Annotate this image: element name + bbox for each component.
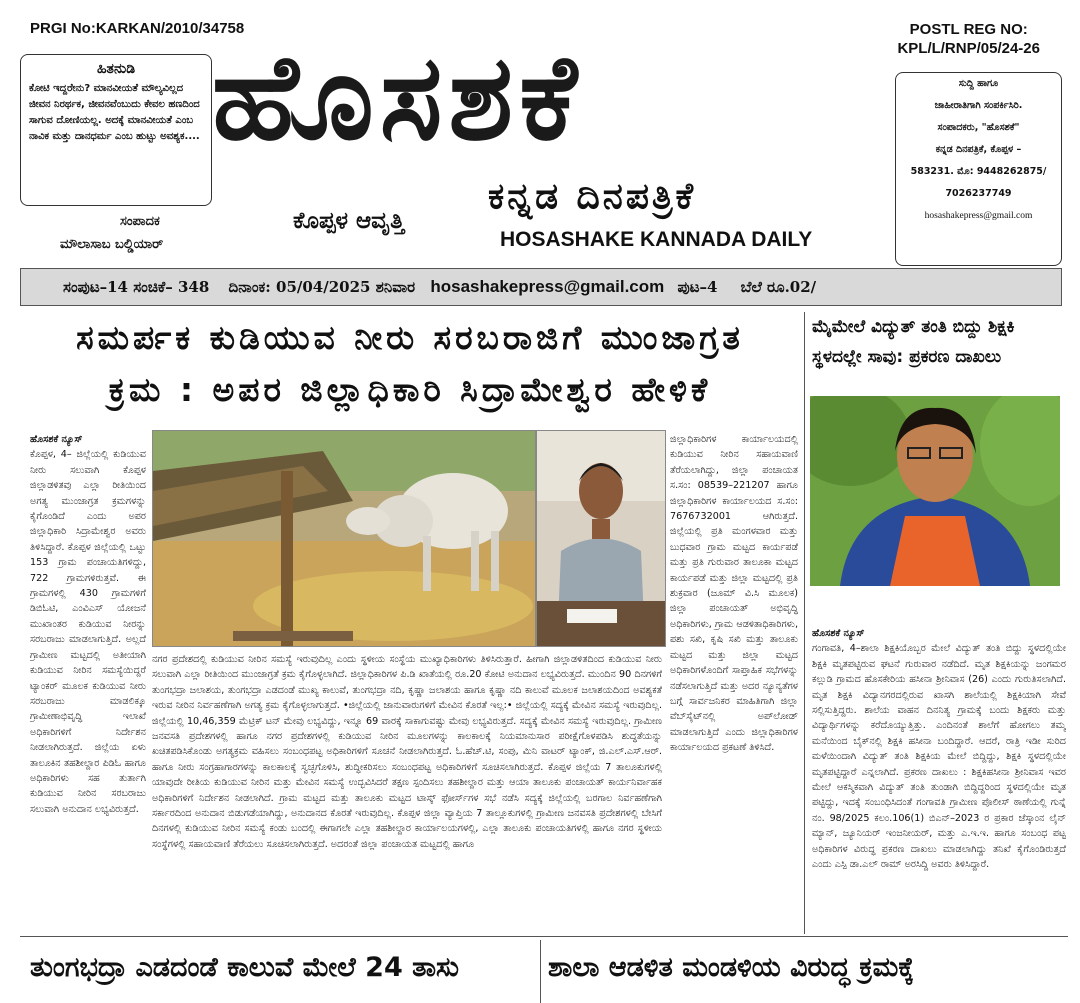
contact-line: 583231. ಮೊ: 9448262875/ [910, 166, 1047, 177]
contact-line: ಕನ್ನಡ ದಿನಪತ್ರಿಕೆ, ಕೊಪ್ಪಳ – [935, 144, 1022, 155]
subtitle-kannada: ಕನ್ನಡ ದಿನಪತ್ರಿಕೆ [488, 176, 697, 217]
cattle-fodder-photo [152, 430, 536, 647]
info-bar [20, 268, 1062, 306]
postal-reg-label: POSTL REG NO: [909, 21, 1028, 38]
hitanudi-title: ಹಿತನುಡಿ [96, 61, 136, 77]
bottom-headline-left: ತುಂಗಭದ್ರಾ ಎಡದಂಡೆ ಕಾಲುವೆ ಮೇಲೆ 24 ತಾಸು [30, 952, 459, 983]
editor-label: ಸಂಪಾದಕ [120, 214, 160, 229]
side-byline: ಹೊಸಶಕೆ ನ್ಯೂಸ್ [812, 628, 865, 639]
teacher-image [810, 396, 1060, 586]
official-portrait-photo [536, 430, 666, 647]
price: ಬೆಲೆ ರೂ.02/ [740, 278, 817, 296]
volume-issue: ಸಂಪುಟ–14 ಸಂಚಿಕೆ– 348 [63, 278, 210, 296]
main-byline: ಹೊಸಶಕೆ ನ್ಯೂಸ್ [30, 434, 83, 445]
page-number: ಪುಟ–4 [677, 278, 718, 296]
bottom-column-divider [540, 940, 541, 1003]
postal-reg-number: KPL/L/RNP/05/24-26 [897, 40, 1040, 57]
masthead-logo: ಹೊಸಶಕೆ [212, 28, 583, 166]
prgi-number: PRGI No:KARKAN/2010/34758 [30, 20, 245, 37]
hitanudi-box [20, 54, 212, 206]
contact-box [895, 72, 1062, 266]
contact-line: ಜಾಹೀರಾತಿಗಾಗಿ ಸಂಪರ್ಕಿಸಿರಿ. [934, 100, 1023, 111]
main-headline [20, 312, 800, 416]
postal-reg [897, 20, 1040, 58]
contact-line: ಸಂಪಾದಕರು, "ಹೊಸಶಕೆ" [937, 122, 1020, 133]
contact-email: hosashakepress@gmail.com [924, 211, 1033, 221]
side-headline: ಮೈಮೇಲೆ ವಿದ್ಯುತ್ ತಂತಿ ಬಿದ್ದು ಶಿಕ್ಷಕಿ ಸ್ಥಳದಲ್ಲೇ ಸಾವು: ಪ್ರಕರಣ ದಾಖಲು [812, 317, 1015, 367]
side-article [812, 626, 1066, 934]
main-headline-line2: ಕ್ರಮ : ಅಪರ ಜಿಲ್ಲಾಧಿಕಾರಿ ಸಿದ್ರಾಮೇಶ್ವರ ಹೇಳಿಕೆ [108, 370, 712, 409]
main-article-col1 [30, 432, 146, 932]
infobar-email: hosashakepress@gmail.com [430, 277, 665, 296]
official-portrait-image [537, 431, 665, 646]
cattle-fodder-image [153, 431, 535, 646]
main-col1-text: ಕೊಪ್ಪಳ, 4– ಜಿಲ್ಲೆಯಲ್ಲಿ ಕುಡಿಯುವ ನೀರು ಸಲುವಾಗಿ ಕೊಪ್ಪಳ ಜಿಲ್ಲಾಡಳಿತವು ಎಲ್ಲಾ ರೀತಿಯಿಂದ ಅಗತ್ಯ ಮುಂಜಾಗ್ರತ ಕ್ರಮಗಳನ್ನು ಕೈಗೊಂಡಿದೆ ಎಂದು ಅಪರ ಜಿಲ್ಲಾಧಿಕಾರಿ ಸಿದ್ರಾಮೇಶ್ವರ ಅವರು ತಿಳಿಸಿದ್ದಾರೆ. ಕೊಪ್ಪಳ ಜಿಲ್ಲೆಯಲ್ಲಿ ಒಟ್ಟು 153 ಗ್ರಾಮ ಪಂಚಾಯತಿಗಳಿದ್ದು, 722 ಗ್ರಾಮಗಳಿರುತ್ತವೆ. ಈ ಗ್ರಾಮಗಳಲ್ಲಿ 430 ಗ್ರಾಮಗಳಿಗೆ ಡಿಬಿಓಟಿ, ಎಂವಿಎಸ್ ಯೋಜನೆ ಮುಖಾಂತರ ಕುಡಿಯುವ ನೀರನ್ನು ಸರಬರಾಜು ಮಾಡಲಾಗುತ್ತಿದೆ. ಅಲ್ಲದೆ ಗ್ರಾಮೀಣ ಮಟ್ಟದಲ್ಲಿ ಅತೀಯಾಗಿ ಕುಡಿಯುವ ನೀರಿನ ಸಮಸ್ಯೆಯಿದ್ದರೆ ಟ್ಯಾಂಕರ್ ಮೂಲಕ ಕುಡಿಯುವ ನೀರು ಸರಬರಾಜು ಮಾಡಲಿಕ್ಕೂ ಗ್ರಾಮೀಣಾಭಿವೃದ್ಧಿ ಇಲಾಖೆ ಅಧಿಕಾರಿಗಳಿಗೆ ನಿರ್ದೇಶನ ನೀಡಲಾಗಿರುತ್ತದೆ. ಜಿಲ್ಲೆಯ ಏಳು ತಾಲೂಕಿನ ತಹಶೀಲ್ದಾರ ಪಿಡಿಓ ಹಾಗೂ ಅಧಿಕಾರಿಗಳು ಸಹ ತುರ್ತಾಗಿ ಕುಡಿಯುವ ನೀರಿನ ಸರಬರಾಜು ಸಲುವಾಗಿ ಅನುದಾನ ಲಭ್ಯವಿರುತ್ತದೆ. [30, 449, 146, 815]
issue-date: ದಿನಾಂಕ: 05/04/2025 ಶನಿವಾರ [228, 278, 416, 296]
hitanudi-body: ಕೋಟಿ ಇದ್ದರೇನು? ಮಾನವೀಯತೆ ಮೌಲ್ಯವಿಲ್ಲದ ಜೀವನ ನಿರರ್ಥಕ, ಜೀವನವೆಂಬುದು ಕೇವಲ ಹಣದಿಂದ ಸಾಗುವ ದೋಣಿಯಲ್ಲ. ಅದಕ್ಕೆ ಮಾನವೀಯತೆ ಎಂಬ ನಾವಿಕ ಮತ್ತು ದಾನಧರ್ಮ ಎಂಬ ಹುಟ್ಟು ಅವಶ್ಯಕ.... [29, 83, 200, 142]
editor-block [30, 214, 250, 260]
teacher-photo [810, 396, 1060, 586]
main-article-col3: ಜಿಲ್ಲಾಧಿಕಾರಿಗಳ ಕಾರ್ಯಾಲಯದಲ್ಲಿ ಕುಡಿಯುವ ನೀರಿನ ಸಹಾಯವಾಣಿ ತೆರೆಯಲಾಗಿದ್ದು, ಜಿಲ್ಲಾ ಪಂಚಾಯತ ಸ.ಸಂ: 08539–221207 ಹಾಗೂ ಜಿಲ್ಲಾಧಿಕಾರಿಗಳ ಕಾರ್ಯಾಲಯದ ಸ.ಸಂ: 7676732001 ಆಗಿರುತ್ತದೆ. ಜಿಲ್ಲೆಯಲ್ಲಿ ಪ್ರತಿ ಮಂಗಳವಾರ ಮತ್ತು ಬುಧವಾರ ಗ್ರಾಮ ಮಟ್ಟದ ಕಾರ್ಯಪಡೆ ಮತ್ತು ಪ್ರತಿ ಗುರುವಾರ ತಾಲೂಕಾ ಮಟ್ಟದ ಕಾರ್ಯಪಡೆ ಮತ್ತು ಜಿಲ್ಲಾ ಮಟ್ಟದಲ್ಲಿ ಪ್ರತಿ ಶುಕ್ರವಾರ (ಜೂಮ್ ವಿ.ಸಿ ಮೂಲಕ) ಜಿಲ್ಲಾ ಪಂಚಾಯತ್ ಅಭಿವೃದ್ಧಿ ಅಧಿಕಾರಿಗಳು, ಗ್ರಾಮ ಆಡಳಿತಾಧಿಕಾರಿಗಳು, ಪಶು ಸಖಿ, ಕೃಷಿ ಸಖಿ ಮತ್ತು ತಾಲೂಕು ಮಟ್ಟದ ಮತ್ತು ಜಿಲ್ಲಾ ಮಟ್ಟದ ಅಧಿಕಾರಿಗಳೊಂದಿಗೆ ಸಾಪ್ತಾಹಿಕ ಸಭೆಗಳನ್ನು ನಡೆಸಲಾಗುತ್ತಿದೆ ಮತ್ತು ಅದರ ನ್ಯೂನ್ಯತೆಗಳ ಬಗ್ಗೆ ಸಾರ್ವಜನಿಕರ ಮಾಹಿತಿಗಾಗಿ ಜಿಲ್ಲಾ ವೆಬ್‌ಸೈಟ್‌ನಲ್ಲಿ ಅಪ್‌ಲೋಡ್ ಮಾಡಲಾಗುತ್ತಿದೆ ಎಂದು ಜಿಲ್ಲಾಧಿಕಾರಿಗಳ ಕಾರ್ಯಾಲಯದ ಪ್ರಕಟಣೆ ತಿಳಿಸಿದೆ. [670, 434, 798, 754]
column-divider [804, 312, 805, 934]
main-headline-line1: ಸಮರ್ಪಕ ಕುಡಿಯುವ ನೀರು ಸರಬರಾಜಿಗೆ ಮುಂಜಾಗ್ರತ [76, 318, 744, 357]
bottom-divider [20, 936, 1068, 937]
contact-line: 7026237749 [945, 188, 1012, 199]
editor-name: ಮೌಲಾಸಾಬ ಬಲ್ಡಿಯಾರ್ [60, 237, 164, 252]
edition-label: ಕೊಪ್ಪಳ ಆವೃತ್ತಿ [293, 208, 405, 234]
main-article-center: ನಗರ ಪ್ರದೇಶದಲ್ಲಿ ಕುಡಿಯುವ ನೀರಿನ ಸಮಸ್ಯೆ ಇರುವುದಿಲ್ಲ ಎಂದು ಸ್ಥಳೀಯ ಸಂಸ್ಥೆಯ ಮುಖ್ಯಾಧಿಕಾರಿಗಳು ತಿಳಿಸಿರುತ್ತಾರೆ. ಹೀಗಾಗಿ ಜಿಲ್ಲಾಡಳಿತದಿಂದ ಕುಡಿಯುವ ನೀರು ಸಲುವಾಗಿ ಎಲ್ಲಾ ರೀತಿಯಿಂದ ಮುಂಜಾಗ್ರತೆ ಕ್ರಮ ಕೈಗೊಳ್ಳಲಾಗಿದೆ. ಜಿಲ್ಲಾಧಿಕಾರಿಗಳ ಪಿ.ಡಿ ಖಾತೆಯಲ್ಲಿ ರೂ.20 ಕೋಟಿ ಅನುದಾನ ಲಭ್ಯವಿರುತ್ತದೆ. ಮುಂದಿನ 90 ದಿನಗಳಿಗೆ ತುಂಗಭದ್ರಾ ಜಲಾಶಯ, ತುಂಗಭದ್ರಾ ಎಡದಂಡೆ ಮುಖ್ಯ ಕಾಲುವೆ, ತುಂಗಭದ್ರಾ ನದಿ, ಕೃಷ್ಣಾ ಜಲಾಶಯ ಹಾಗೂ ಕೃಷ್ಣಾ ನದಿ ಕಾಲುವೆ ಮೂಲಕ ಜಲಾಶಯದಿಂದ ಅವಶ್ಯಕತೆ ಇರುವ ನೀರಿನ ನಿರ್ವಹಣೆಗಾಗಿ ಅಗತ್ಯ ಕ್ರಮ ಕೈಗೊಳ್ಳಲಾಗುತ್ತದೆ. •ಜಿಲ್ಲೆಯಲ್ಲಿ ಜಾನುವಾರುಗಳಿಗೆ ಮೇವಿನ ಕೊರತೆ ಇಲ್ಲ:• ಜಿಲ್ಲೆಯಲ್ಲಿ ಸದ್ಯಕ್ಕೆ ಮೇವಿನ ಸಮಸ್ಯೆ ಇರುವುದಿಲ್ಲ. ಜಿಲ್ಲೆಯಲ್ಲಿ 10,46,359 ಮೆಟ್ರಿಕ್ ಟನ್ ಮೇವು ಲಭ್ಯವಿದ್ದು, ಇನ್ನೂ 69 ವಾರಕ್ಕೆ ಸಾಕಾಗುವಷ್ಟು ಮೇವು ಲಭ್ಯವಿರುತ್ತದೆ. ಸದ್ಯಕ್ಕೆ ಮೇವಿನ ಸಮಸ್ಯೆ ಇರುವುದಿಲ್ಲ. ಗ್ರಾಮೀಣ ಜನವಸತಿ ಪ್ರದೇಶಗಳಲ್ಲಿ ಹಾಗೂ ನಗರ ಪ್ರದೇಶಗಳಲ್ಲಿ ಕುಡಿಯುವ ನೀರಿನ ಮೂಲಗಳನ್ನು ಕಾಲಕಾಲಕ್ಕೆ ನಿಯಮಾನುಸಾರ ಪರೀಕ್ಷೆಗೊಳಪಡಿಸಿ ಶುದ್ಧತೆಯನ್ನು ಖಚಿತಪಡಿಸಿಕೊಂಡು ಅಗತ್ಯಕ್ರಮ ವಹಿಸಲು ಸಂಬಂಧಪಟ್ಟ ಅಧಿಕಾರಿಗಳಿಗೆ ಸೂಚನೆ ನೀಡಲಾಗಿರುತ್ತದೆ. ಓ.ಹೆಚ್.ಟಿ, ಸಂಪು, ಮಿನಿ ವಾಟರ್ ಟ್ಯಾಂಕ್, ಜಿ.ಎಲ್.ಎಸ್.ಆರ್. ಹಾಗೂ ನೀರು ಸಂಗ್ರಹಾಗಾರಗಳನ್ನು ಕಾಲಕಾಲಕ್ಕೆ ಸ್ವಚ್ಛಗೊಳಿಸಿ, ಶುದ್ಧೀಕರಿಸಲು ಸಂಬಂಧಪಟ್ಟ ಅಧಿಕಾರಿಗಳಿಗೆ ಸೂಚಿಸಲಾಗಿರುತ್ತದೆ. ಕೊಪ್ಪಳ ಜಿಲ್ಲೆಯ 7 ತಾಲೂಕುಗಳಲ್ಲಿ ಯಾವುದೇ ರೀತಿಯ ಕುಡಿಯುವ ನೀರಿನ ಮತ್ತು ಮೇವಿನ ಸಮಸ್ಯೆ ಉದ್ಭವಿಸಿದರೆ ತಕ್ಷಣ ಸ್ಪಂದಿಸಲು ತಹಶೀಲ್ದಾರ ಮತ್ತು ಆಯಾ ತಾಲೂಕು ಪಂಚಾಯತ್ ಕಾರ್ಯನಿರ್ವಾಹಕ ಅಧಿಕಾರಿಗಳಿಗೆ ನಿರ್ದೇಶನ ನೀಡಲಾಗಿದೆ. ಗ್ರಾಮ ಮಟ್ಟದ ಮತ್ತು ತಾಲೂಕು ಮಟ್ಟದ ಟಾಸ್ಕ್ ಫೋರ್ಸ್‌ಗಳ ಸಭೆ ನಡೆಸಿ ಸದ್ಯಕ್ಕೆ ಜಿಲ್ಲೆಯಲ್ಲಿ ಬರಗಾಲ ನಿರ್ವಹಣೆಗಾಗಿ ಸರ್ಕಾರದಿಂದ ಅನುದಾನ ಬಿಡುಗಡೆಯಾಗಿದ್ದು, ಅನುದಾನದ ಕೊರತೆ ಇರುವುದಿಲ್ಲ. ಕೊಪ್ಪಳ ಜಿಲ್ಲಾ ವ್ಯಾಪ್ತಿಯ 7 ತಾಲ್ಲೂಕುಗಳಲ್ಲಿ ಗ್ರಾಮೀಣ ಜನವಸತಿ ಪ್ರದೇಶಗಳಲ್ಲಿ ಬೇಸಿಗೆ ದಿನಗಳಲ್ಲಿ ಕುಡಿಯುವ ನೀರಿನ ಸಮಸ್ಯೆ ಕಂಡು ಬಂದಲ್ಲಿ ಈಗಾಗಲೇ ಎಲ್ಲಾ ತಹಶೀಲ್ದಾರ ಕಾರ್ಯಾಲಯಗಳಲ್ಲಿ, ಎಲ್ಲಾ ತಾಲೂಕು ಪಂಚಾಯತಿಗಳಲ್ಲಿ ಹಾಗೂ ನಗರ ಸ್ಥಳೀಯ ಸಂಸ್ಥೆಗಳಲ್ಲಿ ಸಹಾಯವಾಣಿ ತೆರೆಯಲು ಸೂಚಿಸಲಾಗಿರುತ್ತದೆ. ಅದರಂತೆ ಜಿಲ್ಲಾ ಪಂಚಾಯತ ಮಟ್ಟದಲ್ಲಿ ಹಾಗೂ [152, 654, 662, 850]
subtitle-english: HOSASHAKE KANNADA DAILY [500, 228, 813, 251]
side-body-text: ಗಂಗಾವತಿ, 4–ಶಾಲಾ ಶಿಕ್ಷಕಿಯೊಬ್ಬರ ಮೇಲೆ ವಿದ್ಯುತ್ ತಂತಿ ಬಿದ್ದು ಸ್ಥಳದಲ್ಲಿಯೇ ಶಿಕ್ಷಕಿ ಮೃತಪಟ್ಟಿರುವ ಘಟನೆ ಗುರುವಾರ ನಡೆದಿದೆ. ಮೃತ ಶಿಕ್ಷಕಿಯನ್ನು ಜಂಗಮರ ಕಲ್ಲುಡಿ ಗ್ರಾಮದ ಹೊಸಕೇರಿಯ ಹಸೀನಾ ಶ್ರೀನಿವಾಸ (26) ಎಂದು ಗುರುತಿಸಲಾಗಿದೆ. ಮೃತ ಶಿಕ್ಷಕಿ ವಿದ್ಯಾನಗರದಲ್ಲಿರುವ ಖಾಸಗಿ ಶಾಲೆಯಲ್ಲಿ ಶಿಕ್ಷಕಿಯಾಗಿ ಸೇವೆ ಸಲ್ಲಿಸುತ್ತಿದ್ದರು. ಶಾಲೆಯ ವಾಹನ ದಿನನಿತ್ಯ ಗ್ರಾಮಕ್ಕೆ ಬಂದು ಶಿಕ್ಷಕರು ಮತ್ತು ವಿದ್ಯಾರ್ಥಿಗಳನ್ನು ಕರೆದೊಯ್ಯುತ್ತಿತ್ತು. ಎಂದಿನಂತೆ ಶಾಲೆಗೆ ಹೋಗಲು ತಮ್ಮ ಮನೆಯಿಂದ ಬೈಕ್‌ನಲ್ಲಿ ಶಿಕ್ಷಕಿ ಹಸೀನಾ ಬಂದಿದ್ದಾರೆ. ಆದರೆ, ರಾತ್ರಿ ಇಡೀ ಸುರಿದ ಮಳೆಯಿಂದಾಗಿ ವಿದ್ಯುತ್ ತಂತಿ ಶಿಕ್ಷಕಿಯ ಮೇಲೆ ಬಿದ್ದಿದ್ದು, ಶಿಕ್ಷಕಿ ಸ್ಥಳದಲ್ಲಿಯೇ ಮೃತಪಟ್ಟಿದ್ದಾರೆ ಎನ್ನಲಾಗಿದೆ. ಪ್ರಕರಣ ದಾಖಲು : ಶಿಕ್ಷಕಿಹಸೀನಾ ಶ್ರೀನಿವಾಸ ಇವರ ಮೇಲೆ ಆಕಸ್ಮಿಕವಾಗಿ ವಿದ್ಯುತ್ ತಂತಿ ತುಂಡಾಗಿ ಬಿದ್ದಿದ್ದರಿಂದ ಸ್ಥಳದಲ್ಲಿಯೇ ಮೃತ ಪಟ್ಟಿದ್ದು, ಇದಕ್ಕೆ ಸಂಬಂಧಿಸಿದಂತೆ ಗಂಗಾವತಿ ಗ್ರಾಮೀಣ ಪೊಲೀಸ್ ಠಾಣೆಯಲ್ಲಿ ಗುನ್ನೆ ನಂ. 98/2025 ಕಲಂ.106(1) ಬಿಎನ್–2023 ರ ಪ್ರಕಾರ ಜೆಸ್ಕಾಂನ ಲೈನ್ ಮ್ಯಾನ್, ಜ್ಯೂನಿಯರ್ ಇಂಜನೀಯರ್, ಮತ್ತು ಎ.ಇ.ಇ. ಹಾಗೂ ಸಂಬಂಧ ಪಟ್ಟ ಅಧಿಕಾರಿಗಳ ವಿರುದ್ಧ ಪ್ರಕರಣ ದಾಖಲು ಮಾಡಲಾಗಿದ್ದು ತನಿಖೆ ಕೈಗೊಂಡಿರುತ್ತದೆ ಎಂದು ಎಸ್ಪಿ ಡಾ.ಎಲ್ ರಾಮ್ ಅರಸಿದ್ದಿ ಅವರು ತಿಳಿಸಿದ್ದಾರೆ. [812, 643, 1066, 871]
contact-line: ಸುದ್ದಿ ಹಾಗೂ [958, 78, 999, 89]
bottom-headline-right: ಶಾಲಾ ಆಡಳಿತ ಮಂಡಳಿಯ ವಿರುದ್ಧ ಕ್ರಮಕ್ಕೆ [548, 952, 915, 983]
